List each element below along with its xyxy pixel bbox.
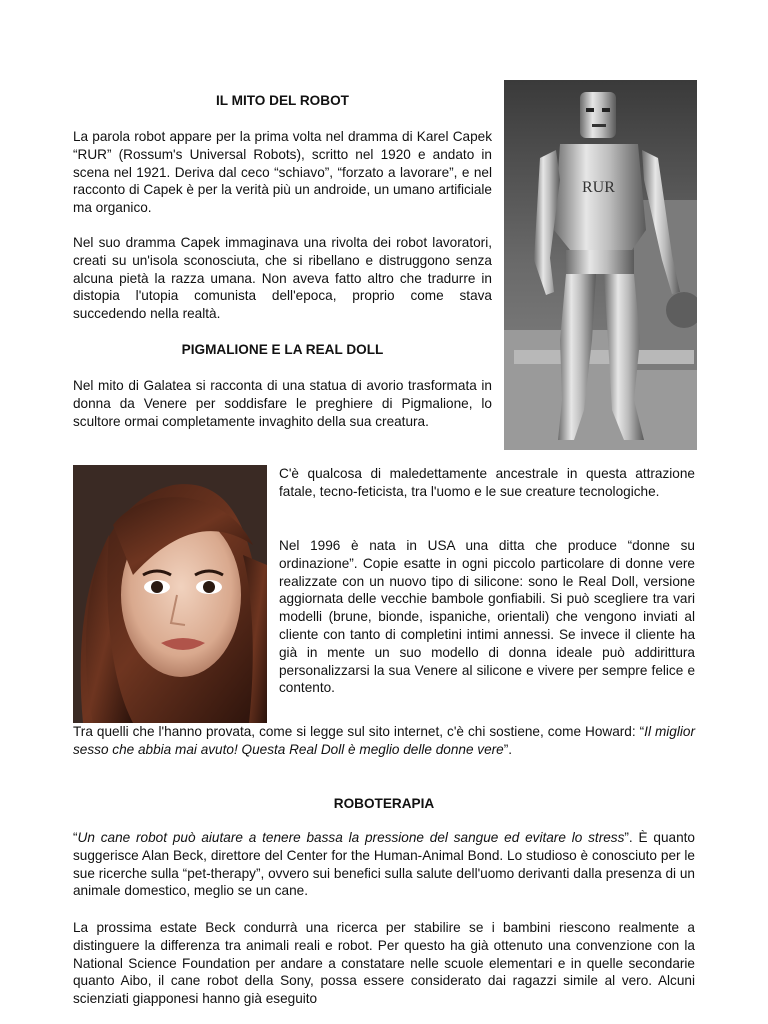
paragraph-fatal-attraction: C'è qualcosa di maledettamente ancestrale in questa attrazione fatale, tecno-feticista, tra l'uomo e le sue creature tecnologiche. [279,466,695,499]
section-heading-robotherapy: ROBOTERAPIA [333,796,435,811]
paragraph-howard-quote [73,723,695,759]
paragraph-robot-origin: La parola robot appare per la prima volta nel dramma di Karel Capek “RUR” (Rossum's Universal Robots), scritto nel 1920 e andato in scena nel 1921. Deriva dal ceco “schiavo”, “forzato a lavorare”, e nel racconto di Capek è per la verità più un androide, un umano artificiale ma organico. [73,129,492,216]
alan-beck-text: ”. È quanto suggerisce Alan Beck, direttore del Center for the Human-Animal Bond. Lo studioso è conosciuto per le sue ricerche sulla “pet-therapy”, ovvero sui benefici sulla salute dell'uomo derivanti dalla presenza di un animale domestico, meglio se un cane. [73,830,695,899]
howard-quote-text: Il miglior sesso che abbia mai avuto! Questa Real Doll è meglio delle donne vere [73,724,695,757]
paragraph-capek-drama: Nel suo dramma Capek immaginava una rivolta dei robot lavoratori, creati su un'isola sconosciuta, che si ribellano e distruggono senza alcuna pietà la razza umana. Non aveva fatto altro che tradurre in distopia l'utopia comunista dell'epoca, proprio come stava succedendo nella realtà. [73,235,492,322]
svg-text:RUR: RUR [582,179,615,196]
howard-closing-text: ”. [503,741,513,757]
robot-dog-quote-text: Un cane robot può aiutare a tenere bassa la pressione del sangue ed evitare lo stress [77,830,625,845]
quote-open-mark: “ [73,830,78,845]
paragraph-real-doll-company: Nel 1996 è nata in USA una ditta che produce “donne su ordinazione”. Copie esatte in ogni piccolo particolare di donne vere realizzate con un nuovo tipo di silicone: sono le Real Doll, versione aggiornata delle vecchie bambole gonfiabili. Si può scegliere tra vari modelli (brune, bionde, ispaniche, orientali) che vengono inviati al cliente con tanto di completini intimi annessi. Se invece il cliente ha già in mente un suo modello di donna ideale può addirittura personalizzarsi la sua Venere al silicone e vivere per sempre felice e contento. [279,538,695,696]
real-doll-photo [73,465,267,723]
robot-photo [504,80,697,450]
section-heading-robot-myth: IL MITO DEL ROBOT [216,93,349,108]
paragraph-galatea-myth: Nel mito di Galatea si racconta di una statua di avorio trasformata in donna da Venere per soddisfare le preghiere di Pigmalione, lo scultore ormai completamente invaghito della sua creatura. [73,378,492,429]
paragraph-beck-research: La prossima estate Beck condurrà una ricerca per stabilire se i bambini riescono realmente a distinguere la differenza tra animali reali e robot. Per questo ha già ottenuto una convenzione con la National Science Foundation per andare a constatare nelle scuole elementari e in quelle secondarie quanto Aibo, il cane robot della Sony, possa essere considerato dai ragazzi simile al vero. Alcuni scienziati giapponesi hanno già eseguito [73,920,695,1007]
section-heading-pygmalion: PIGMALIONE E LA REAL DOLL [181,342,384,357]
paragraph-robot-dog-quote [73,829,695,900]
howard-intro-text: Tra quelli che l'hanno provata, come si legge sul sito internet, c'è chi sostiene, come Howard: “ [73,724,645,739]
